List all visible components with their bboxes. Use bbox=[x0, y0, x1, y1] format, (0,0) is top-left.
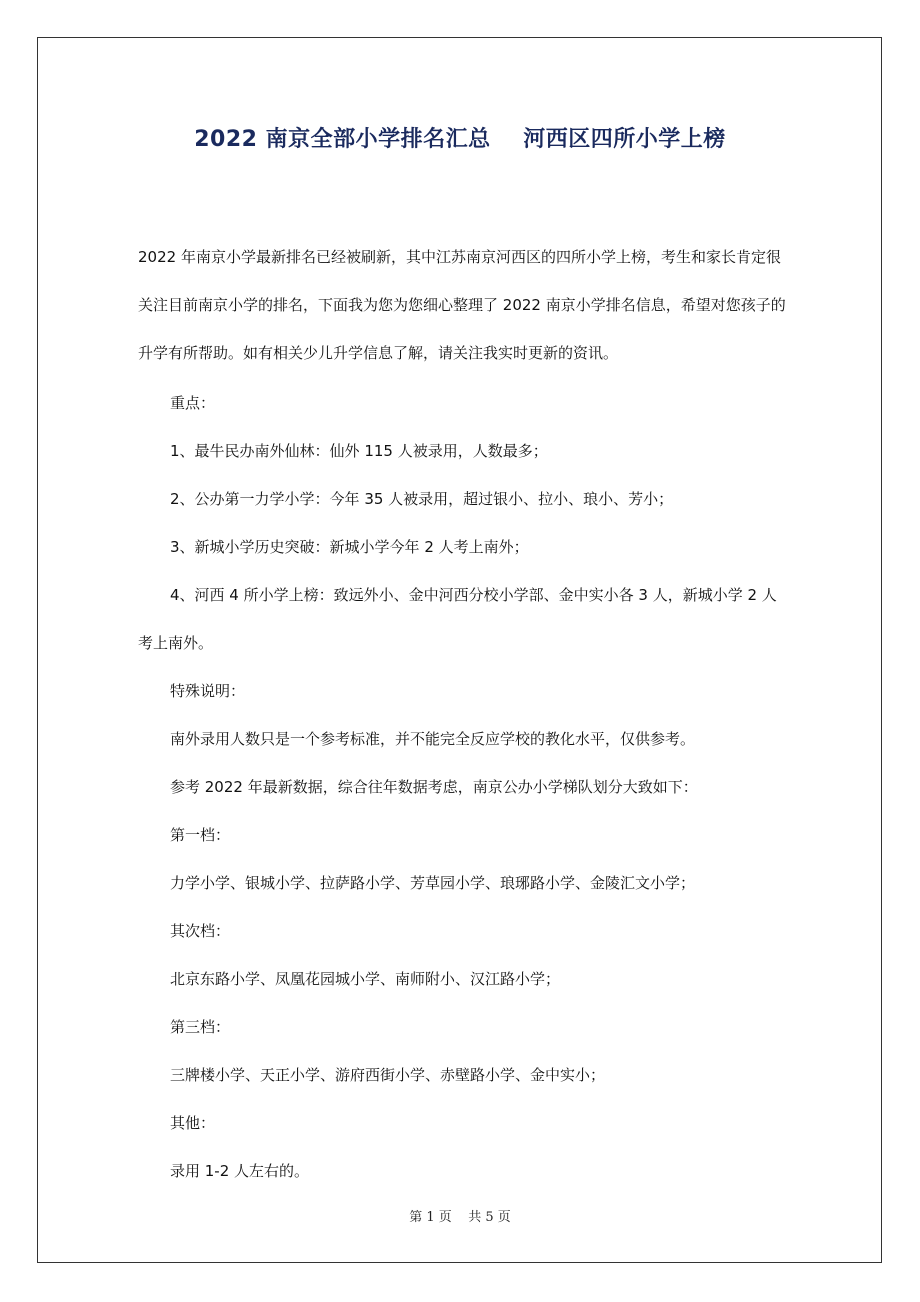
other-heading: 其他： bbox=[170, 1114, 216, 1132]
reference-text: 参考 2022 年最新数据，综合往年数据考虑，南京公办小学梯队划分大致如下： bbox=[170, 778, 698, 796]
tier2-heading: 其次档： bbox=[170, 922, 231, 940]
intro-paragraph: 2022 年南京小学最新排名已经被刷新，其中江苏南京河西区的四所小学上榜，考生和家长肯定很关注目前南京小学的排名，下面我为您为您细心整理了 2022 南京小学排名信息，希望对您孩子的升学有所帮助。如有相关少儿升学信息了解，请关注我实时更新的资讯。 bbox=[138, 248, 786, 362]
special-heading: 特殊说明： bbox=[170, 682, 246, 700]
tier3-list: 三牌楼小学、天正小学、游府西街小学、赤壁路小学、金中实小； bbox=[170, 1066, 606, 1084]
point-4: 4、河西 4 所小学上榜：致远外小、金中河西分校小学部、金中实小各 3 人，新城小学 2 人考上南外。 bbox=[138, 586, 777, 652]
special-text: 南外录用人数只是一个参考标准，并不能完全反应学校的教化水平，仅供参考。 bbox=[170, 730, 696, 748]
highlights-heading: 重点： bbox=[170, 394, 216, 412]
tier1-heading: 第一档： bbox=[170, 826, 231, 844]
point-3: 3、新城小学历史突破：新城小学今年 2 人考上南外； bbox=[170, 538, 529, 556]
document-title: 2022 南京全部小学排名汇总 河西区四所小学上榜 bbox=[194, 127, 726, 152]
tier2-list: 北京东路小学、凤凰花园城小学、南师附小、汉江路小学； bbox=[170, 970, 561, 988]
tier3-heading: 第三档： bbox=[170, 1018, 231, 1036]
other-text: 录用 1-2 人左右的。 bbox=[170, 1162, 310, 1180]
point-2: 2、公办第一力学小学：今年 35 人被录用，超过银小、拉小、琅小、芳小； bbox=[170, 490, 674, 508]
tier1-list: 力学小学、银城小学、拉萨路小学、芳草园小学、琅琊路小学、金陵汇文小学； bbox=[170, 874, 696, 892]
point-1: 1、最牛民办南外仙林：仙外 115 人被录用，人数最多； bbox=[170, 442, 548, 460]
page-footer: 第 1 页 共 5 页 bbox=[409, 1210, 511, 1225]
